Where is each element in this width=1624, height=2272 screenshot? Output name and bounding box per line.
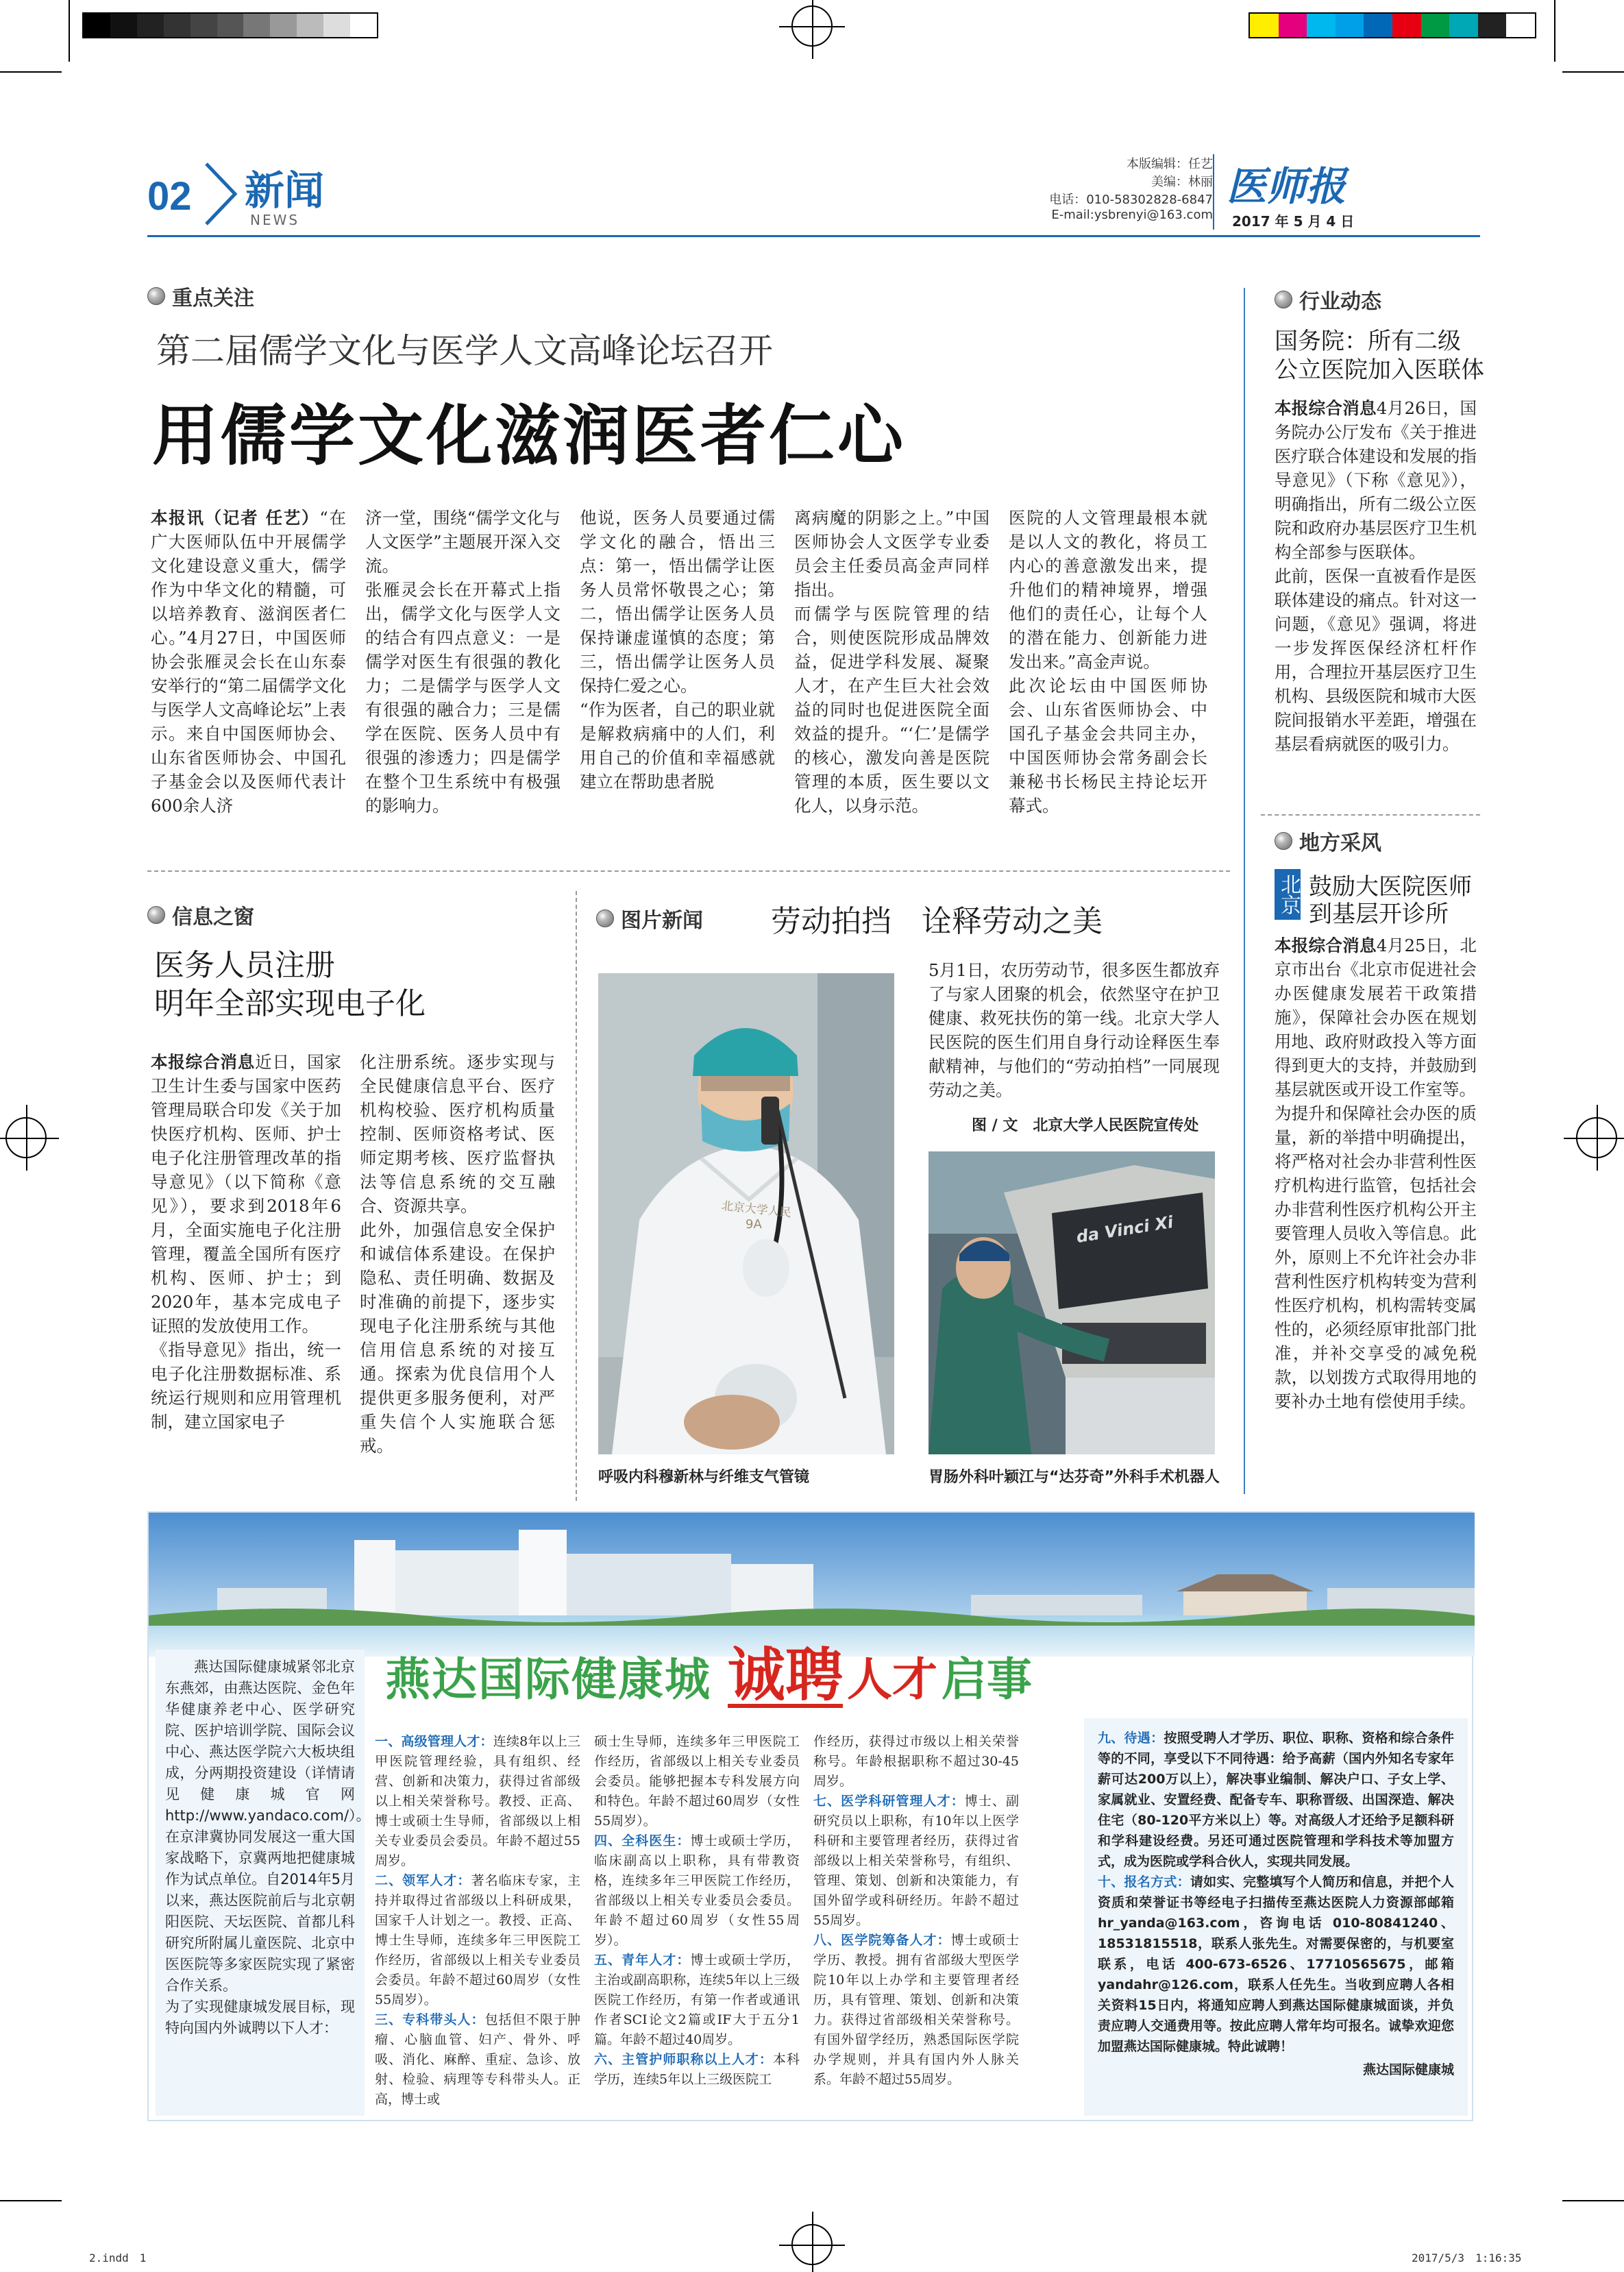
info-col-1: 本报综合消息近日，国家卫生计生委与国家中医药管理局联合印发《关于加快医疗机构、医师、护士电子化注册管理改革的指导意见》（以下简称《意见》），要求到2018年6月，全面实施电子化注册管理，覆盖全国所有医疗机构、医师、护士；到2020年，基本完成电子证照的发放使用工作。 《指导意见》指出，统一电子化注册数据标准、系统运行规则和应用管理机制，建立国家电子	[151, 1052, 342, 1432]
color-bar-grayscale	[82, 12, 378, 38]
info-title-2: 明年全部实现电子化	[154, 986, 426, 1021]
column-divider	[1244, 288, 1245, 1494]
crop-mark	[1562, 2200, 1624, 2201]
masthead-logo: 医师报	[1227, 163, 1346, 210]
bullet-icon	[147, 906, 165, 924]
registration-mark-bottom	[791, 2224, 833, 2265]
info-section-header: 信息之窗	[147, 900, 254, 930]
info-title-1: 医务人员注册	[154, 948, 335, 983]
section-divider	[147, 870, 1230, 872]
photo-section-header: 图片新闻	[596, 903, 703, 933]
issue-date: 2017 年 5 月 4 日	[1232, 213, 1355, 230]
location-badge: 北京	[1275, 869, 1301, 920]
industry-title-1: 国务院：所有二级	[1275, 328, 1461, 355]
local-section-header: 地方采风	[1275, 826, 1381, 856]
recruit-banner-title: 燕达国际健康城 诚聘 人才 启事	[385, 1641, 1033, 1709]
registration-mark-right	[1576, 1117, 1617, 1158]
photo-bronchoscope	[598, 973, 894, 1454]
photo-davinci-robot	[928, 1151, 1215, 1454]
local-title-1: 鼓励大医院医师	[1309, 873, 1472, 901]
bullet-icon	[596, 909, 614, 927]
caption-right: 胃肠外科叶颖江与“达芬奇”外科手术机器人	[928, 1469, 1220, 1486]
gown-tag: 9A	[746, 1217, 762, 1232]
bullet-icon	[1275, 832, 1292, 850]
section-subtitle: NEWS	[250, 212, 300, 228]
recruit-col-3: 作经历，获得过市级以上相关荣誉称号。年龄根据职称不超过30-45周岁。 七、医学科研管理人才：博士、副研究员以上职称，有10年以上医学科研和主要管理者经历，获得过省部级以上相关荣誉称号，有组织、管理、策划、创新和决策能力，有国外留学或科研经历。年龄不超过55周岁。 八、医学院筹备人才：博士或硕士学历、教授。拥有省部级大型医学院10年以上办学和主要管理者经历，具有管理、策划、创新和决策力。获得过省部级相关荣誉称号。有国外留学经历，熟悉国际医学院办学规则，并具有国内外人脉关系。年龄不超过55周岁。	[813, 1734, 1019, 2087]
email-address: E-mail:ysbrenyi@163.com	[1051, 208, 1213, 222]
gown-label: 北京大学人民	[720, 1199, 792, 1221]
print-timestamp: 2017/5/3 1:16:35	[1412, 2251, 1522, 2264]
main-col-2: 济一堂，围绕“儒学文化与人文医学”主题展开深入交流。 张雁灵会长在开幕式上指出，儒学文化与医学人文的结合有四点意义：一是儒学对医生有很强的教化力；二是儒学与医学人文有很强的融合力；三是儒学在医院、医务人员中有很强的渗透力；四是儒学在整个卫生系统中有极强的影响力。	[365, 508, 561, 816]
main-headline: 用儒学文化滋润医者仁心	[152, 398, 906, 474]
photo-news-title: 劳动拍挡 诠释劳动之美	[771, 904, 1103, 939]
industry-section-header: 行业动态	[1275, 284, 1381, 315]
main-section-header: 重点关注	[147, 281, 254, 311]
file-slug: 2.indd 1	[89, 2251, 147, 2264]
chevron-right-icon	[201, 160, 242, 228]
recruit-col-2: 硕士生导师，连续多年三甲医院工作经历，省部级以上相关专业委员会委员。能够把握本专科发展方向和特色。年龄不超过60周岁（女性55周岁）。 四、全科医生：博士或硕士学历，临床副高以上职称，具有带教资格，连续多年三甲医院工作经历，省部级以上相关专业委员会委员。年龄不超过60周岁（女性55周岁）。 五、青年人才：博士或硕士学历，主治或副高职称，连续5年以上三级医院工作经历，有第一作者或通讯作者SCI论文2篇或IF大于五分1篇。年龄不超过40周岁。 六、主管护师职称以上人才：本科学历，连续5年以上三级医院工	[594, 1734, 800, 2087]
section-title: 新闻	[245, 167, 325, 214]
recruitment-ad	[147, 1511, 1473, 2121]
recruit-signature: 燕达国际健康城	[1362, 2062, 1454, 2077]
industry-body: 本报综合消息4月26日，国务院办公厅发布《关于推进医疗联合体建设和发展的指导意见》（下称《意见》），明确指出，所有二级公立医院和政府办基层医疗卫生机构全部参与医联体。 此前，医保一直被看作是医联体建设的痛点。针对这一问题，《意见》强调，将进一步发挥医保经济杠杆作用，合理拉开基层医疗卫生机构、县级医院和城市大医院间报销水平差距，增强在基层看病就医的吸引力。	[1275, 398, 1477, 754]
recruit-intro: 燕达国际健康城紧邻北京东燕郊，由燕达医院、金色年华健康养老中心、医学研究院、医护培训学院、国际会议中心、燕达医学院六大板块组成，分两期投资建设（详情请见健康城官网 http://www.yandaco.com/）。 在京津冀协同发展这一重大国家战略下，京冀两地把健康城作为试点单位。自2014年5月以来，燕达医院前后与北京朝阳医院、天坛医院、首都儿科研究所附属儿童医院、北京中医医院等多家医院实现了紧密合作关系。 为了实现健康城发展目标，现特向国内外诚聘以下人才：	[165, 1659, 371, 2036]
info-col-2: 化注册系统。逐步实现与全民健康信息平台、医疗机构校验、医疗机构质量控制、医师资格考试、医师定期考核、医疗监督执法等信息系统的交互融合、资源共享。 此外，加强信息安全保护和诚信体系建设。在保护隐私、责任明确、数据及时准确的前提下，逐步实现电子化注册系统与其他信用信息系统的对接互通。探索为优良信用个人提供更多服务便利，对严重失信个人实施联合惩戒。	[360, 1052, 555, 1456]
sidebar-divider	[1261, 814, 1480, 816]
local-title-2: 到基层开诊所	[1309, 901, 1449, 928]
page-number: 02	[147, 174, 192, 219]
photo-news-body: 5月1日，农历劳动节，很多医生都放弃了与家人团聚的机会，依然坚守在护卫健康、救死扶伤的第一线。北京大学人民医院的医生们用自身行动诠释医生奉献精神，与他们的“劳动拍档”一同展现劳动之美。	[928, 960, 1220, 1100]
recruit-benefits: 九、待遇：按照受聘人才学历、职位、职称、资格和综合条件等的不同，享受以下不同待遇：给予高薪（国内外知名专家年薪可达200万以上），解决事业编制、解决户口、子女上学、家属就业、安置经费、配备专车、职称晋级、出国深造、解决住宅（80-120平方米以上）等。对高级人才还给予足额科研和学科建设经费。另还可通过医院管理和学科技术等加盟方式，成为医院或学科合伙人，实现共同发展。 十、报名方式：请如实、完整填写个人简历和信息，并把个人资质和荣誉证书等经电子扫描传至燕达医院人力资源部邮箱 hr_yanda@163.com，咨询电话 010-80841240、18531815518，联系人张先生。对需要保密的，与机要室联系，电话 400-673-6526、17710565675，邮箱 yandahr@126.com，联系人任先生。当收到应聘人各相关资料15日内，将通知应聘人到燕达国际健康城面谈，并负责应聘人交通费用等。按此应聘人常年均可报名。诚挚欢迎您加盟燕达国际健康城。特此诚聘！	[1098, 1731, 1454, 2054]
header-rule	[147, 235, 1480, 237]
page-header	[147, 154, 1480, 233]
crop-mark	[0, 71, 62, 73]
caption-left: 呼吸内科穆新林与纤维支气管镜	[598, 1469, 810, 1486]
editor-credit: 本版编辑：任艺	[1127, 157, 1213, 171]
registration-mark-left	[5, 1117, 47, 1158]
main-subtitle: 第二届儒学文化与医学人文高峰论坛召开	[156, 331, 773, 371]
recruit-intro-box	[156, 1650, 371, 2116]
industry-title-2: 公立医院加入医联体	[1275, 356, 1484, 384]
designer-credit: 美编：林丽	[1151, 175, 1213, 189]
crop-mark	[69, 0, 70, 62]
main-col-4: 离病魔的阴影之上。”中国医师协会人文医学专业委员会主任委员高金声同样指出。 而儒学与医院管理的结合，则使医院形成品牌效益，促进学科发展、凝聚人才，在产生巨大社会效益的同时也促进医院全面效益的提升。“‘仁’是儒学的核心，激发向善是医院管理的本质，医生要以文化人，以身示范。	[794, 508, 989, 816]
main-col-3: 他说，医务人员要通过儒学文化的融合，悟出三点：第一，悟出儒学让医务人员常怀敬畏之心；第二，悟出儒学让医务人员保持谦虚谨慎的态度；第三，悟出儒学让医务人员保持仁爱之心。 “作为医者，自己的职业就是解救病痛中的人们，利用自己的价值和幸福感就建立在帮助患者脱	[580, 508, 775, 792]
header-divider	[1213, 154, 1214, 230]
bullet-icon	[147, 287, 165, 305]
recruit-col-1: 一、高级管理人才：连续8年以上三甲医院管理经验，具有组织、经营、创新和决策力，获得过省部级以上相关荣誉称号。教授、正高、博士或硕士生导师，省部级以上相关专业委员会委员。年龄不超过55周岁。 二、领军人才：著名临床专家，主持并取得过省部级以上科研成果，国家千人计划之一。教授、正高、博士生导师，连续多年三甲医院工作经历，省部级以上相关专业委员会委员。年龄不超过60周岁（女性55周岁）。 三、专科带头人：包括但不限于肿瘤、心脑血管、妇产、骨外、呼吸、消化、麻醉、重症、急诊、放射、检验、病理等专科带头人。正高，博士或	[375, 1734, 580, 2107]
local-body: 本报综合消息4月25日，北京市出台《北京市促进社会办医健康发展若干政策措施》，保障社会办医在规划用地、政府财政投入等方面得到更大的支持，并鼓励到基层就医或开设工作室等。 为提升和保障社会办医的质量，新的举措中明确提出，将严格对社会办非营利性医疗机构进行监管，包括社会办非营利性医疗机构公开主要管理人员收入等信息。此外，原则上不允许社会办非营利性医疗机构转变为营利性医疗机构，机构需转变属性的，必须经原审批部门批准，并补交享受的减免税款，以划拨方式取得用地的要补办土地有偿使用手续。	[1275, 936, 1477, 1411]
color-bar-cmyk	[1248, 12, 1536, 38]
phone-number: 电话：010-58302828-6847	[1049, 193, 1213, 207]
crop-mark	[0, 2200, 62, 2201]
registration-mark-top	[791, 5, 833, 47]
crop-mark	[1562, 71, 1624, 73]
main-col-1: 本报讯（记者 任艺）“在广大医师队伍中开展儒学文化建设意义重大，儒学作为中华文化的精髓，可以培养教育、滋润医者仁心。”4月27日，中国医师协会张雁灵会长在山东泰安举行的“第二届儒学文化与医学人文高峰论坛”上表示。来自中国医师协会、山东省医师协会、中国孔子基金会以及医师代表计600余人济	[151, 508, 346, 816]
photo-credit: 图 / 文 北京大学人民医院宣传处	[972, 1117, 1199, 1134]
column-divider	[576, 891, 577, 1501]
robot-brand-label: da Vinci Xi	[1074, 1212, 1175, 1247]
surgeon-illustration	[928, 1151, 1215, 1454]
recruit-benefits-box	[1084, 1718, 1468, 2116]
bullet-icon	[1275, 291, 1292, 308]
campus-skyline	[149, 1513, 1475, 1657]
main-col-5: 医院的人文管理最根本就是以人文的教化，将员工内心的善意激发出来，提升他们的精神境界，增强他们的责任心，让每个人的潜在能力、创新能力进发出来。”高金声说。 此次论坛由中国医师协会、山东省医师协会、中国孔子基金会共同主办，中国医师协会常务副会长兼秘书长杨民主持论坛开幕式。	[1009, 508, 1207, 816]
crop-mark	[1554, 0, 1555, 62]
